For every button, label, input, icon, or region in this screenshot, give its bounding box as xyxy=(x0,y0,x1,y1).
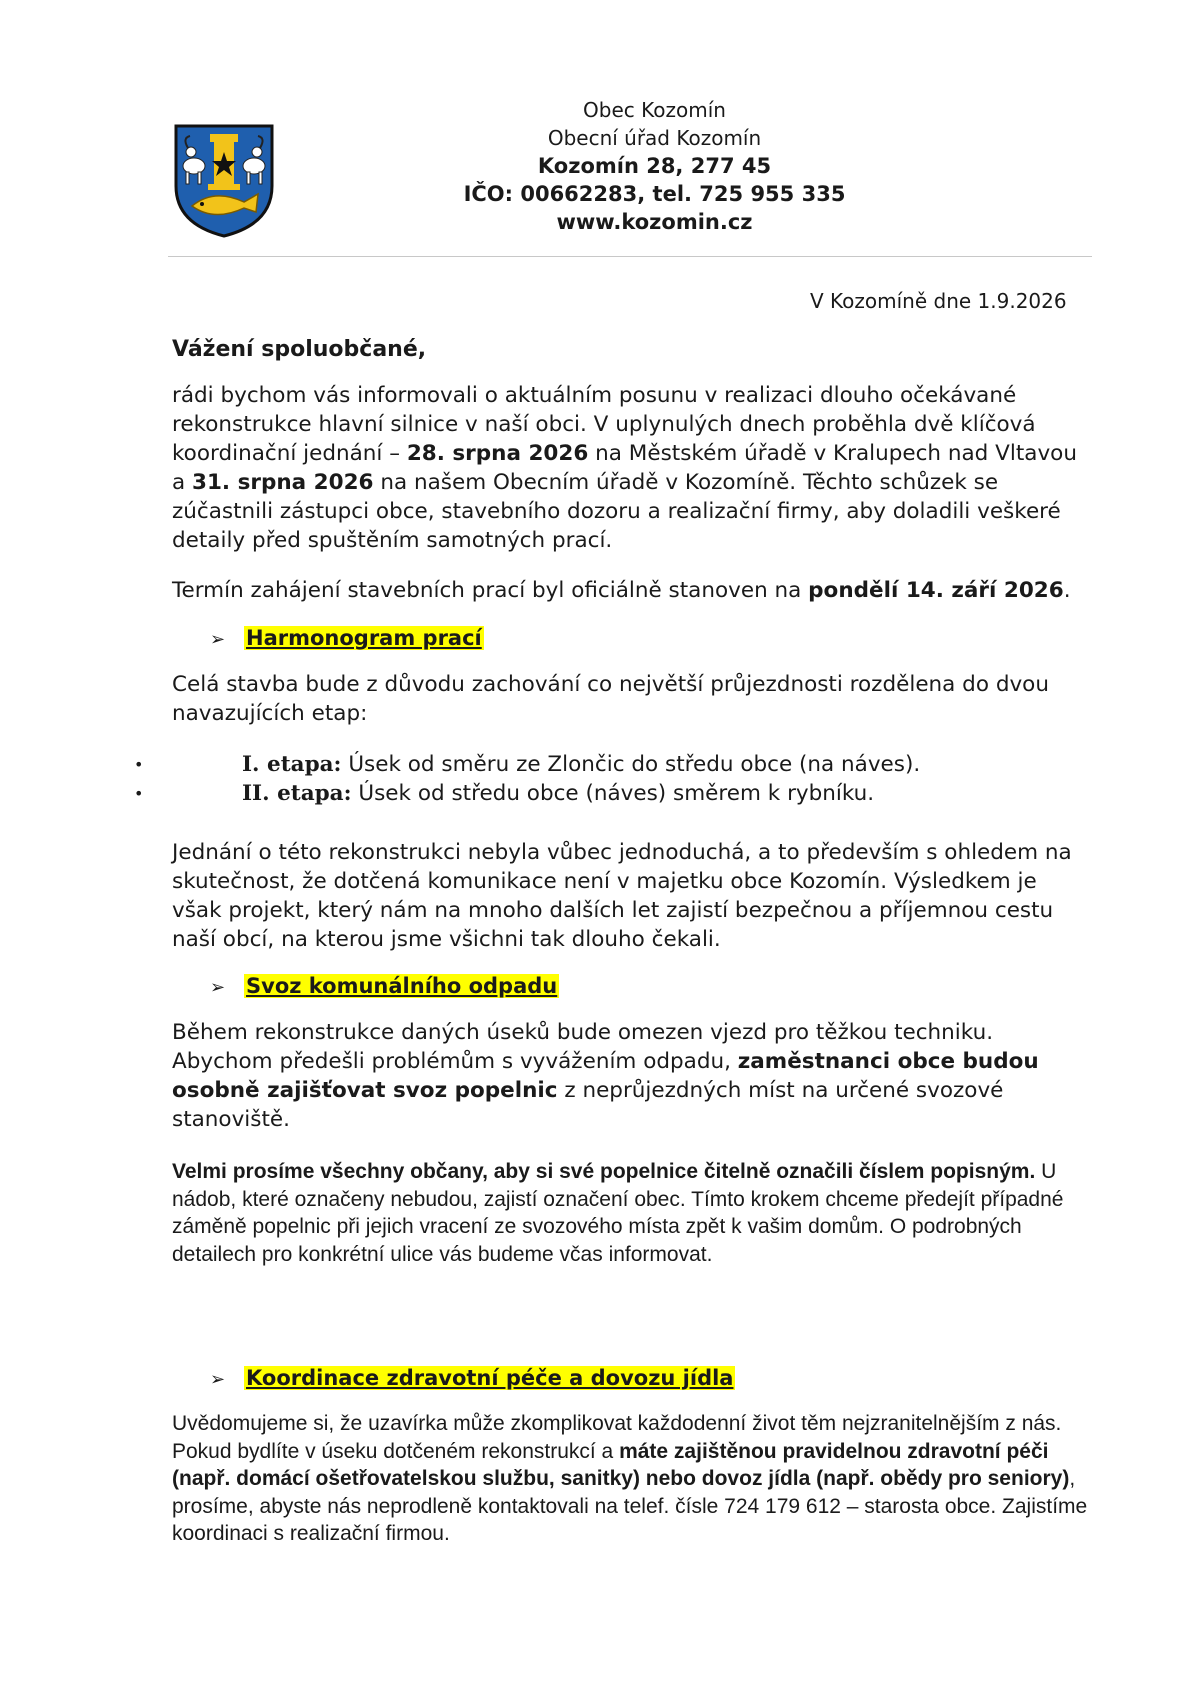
letter-date: V Kozomíně dne 1.9.2026 xyxy=(810,289,1067,313)
office-name: Obecní úřad Kozomín xyxy=(547,126,762,150)
section-title: Harmonogram prací xyxy=(246,626,482,650)
section-title: Svoz komunálního odpadu xyxy=(246,974,558,998)
municipality-name: Obec Kozomín xyxy=(583,98,726,122)
start-date-paragraph: Termín zahájení stavebních prací byl oficiálně stanoven na pondělí 14. září 2026. xyxy=(172,578,1071,603)
section-title: Koordinace zdravotní péče a dovozu jídla xyxy=(246,1366,734,1390)
list-item-stage-2: • II. etapa: Úsek od středu obce (náves) směrem k rybníku. xyxy=(134,781,875,806)
office-address: Kozomín 28, 277 45 xyxy=(537,154,772,178)
arrow-bullet-icon: ➢ xyxy=(210,977,226,998)
meeting-date-2: 31. srpna 2026 xyxy=(192,470,374,495)
greeting: Vážení spoluobčané, xyxy=(172,337,427,362)
meeting-date-1: 28. srpna 2026 xyxy=(406,441,589,466)
section-heading-schedule xyxy=(210,624,484,654)
waste-paragraph: Během rekonstrukce daných úseků bude omezen vjezd pro těžkou techniku. Abychom předešli problémům s vyvážením odpadu, zaměstnanci obce budou osobně zajišťovat svoz popelnic z neprůjezdných míst na určené svozové stanoviště. xyxy=(172,1020,1039,1132)
start-date: pondělí 14. září 2026 xyxy=(808,578,1064,603)
stages-intro-paragraph: Celá stavba bude z důvodu zachování co největší průjezdnosti rozdělena do dvou navazujících etap: xyxy=(172,672,1049,726)
bullet-icon: • xyxy=(134,755,144,774)
letterhead xyxy=(0,96,1191,236)
office-website[interactable]: www.kozomin.cz xyxy=(556,210,753,234)
office-contact: IČO: 00662283, tel. 725 955 335 xyxy=(463,182,846,206)
intro-paragraph: rádi bychom vás informovali o aktuálním posunu v realizaci dlouho očekávané rekonstrukce hlavní silnice v naší obci. V uplynulých dnech proběhla dvě klíčová koordinační jednání – 28. srpna 2026 na Městském úřadě v Kralupech nad Vltavou a 31. srpna 2026 na našem Obecním úřadě v Kozomíně. Těchto schůzek se zúčastnili zástupci obce, stavebního dozoru a realizační firmy, aby doladili veškeré detaily před spuštěním samotných prací. xyxy=(172,383,1077,553)
negotiation-paragraph: Jednání o této rekonstrukci nebyla vůbec jednoduchá, a to především s ohledem na skutečnost, že dotčená komunikace není v majetku obce Kozomín. Výsledkem je však projekt, který nám na mnoho dalších let zajistí bezpečnou a příjemnou cestu naší obcí, na kterou jsme všichni tak dlouho čekali. xyxy=(172,840,1072,952)
arrow-bullet-icon: ➢ xyxy=(210,1369,226,1390)
section-heading-health-care xyxy=(210,1364,735,1394)
health-care-paragraph: Uvědomujeme si, že uzavírka může zkomplikovat každodenní život těm nejzranitelnějším z nás. Pokud bydlíte v úseku dotčeném rekonstrukcí a máte zajištěnou pravidelnou zdravotní péči (např. domácí ošetřovatelskou službu, sanitky) nebo dovoz jídla (např. obědy pro seniory), prosíme, abyste nás neprodleně kontaktovali na telef. čísle 724 179 612 – starosta obce. Zajistíme koordinaci s realizační firmou. xyxy=(172,1412,1088,1545)
bin-labeling-paragraph: Velmi prosíme všechny občany, aby si své popelnice čitelně označili číslem popisným. U nádob, které označeny nebudou, zajistí označení obec. Tímto krokem chceme předejít případné záměně popelnic při jejich vracení ze svozového místa zpět k vašim domům. O podrobných detailech pro konkrétní ulice vás budeme včas informovat. xyxy=(172,1160,1064,1266)
header-divider xyxy=(168,256,1092,257)
section-heading-waste xyxy=(210,972,559,1002)
arrow-bullet-icon: ➢ xyxy=(210,629,226,650)
list-item-stage-1: • I. etapa: Úsek od směru ze Zlončic do středu obce (na náves). xyxy=(134,752,921,777)
bullet-icon: • xyxy=(134,784,144,803)
